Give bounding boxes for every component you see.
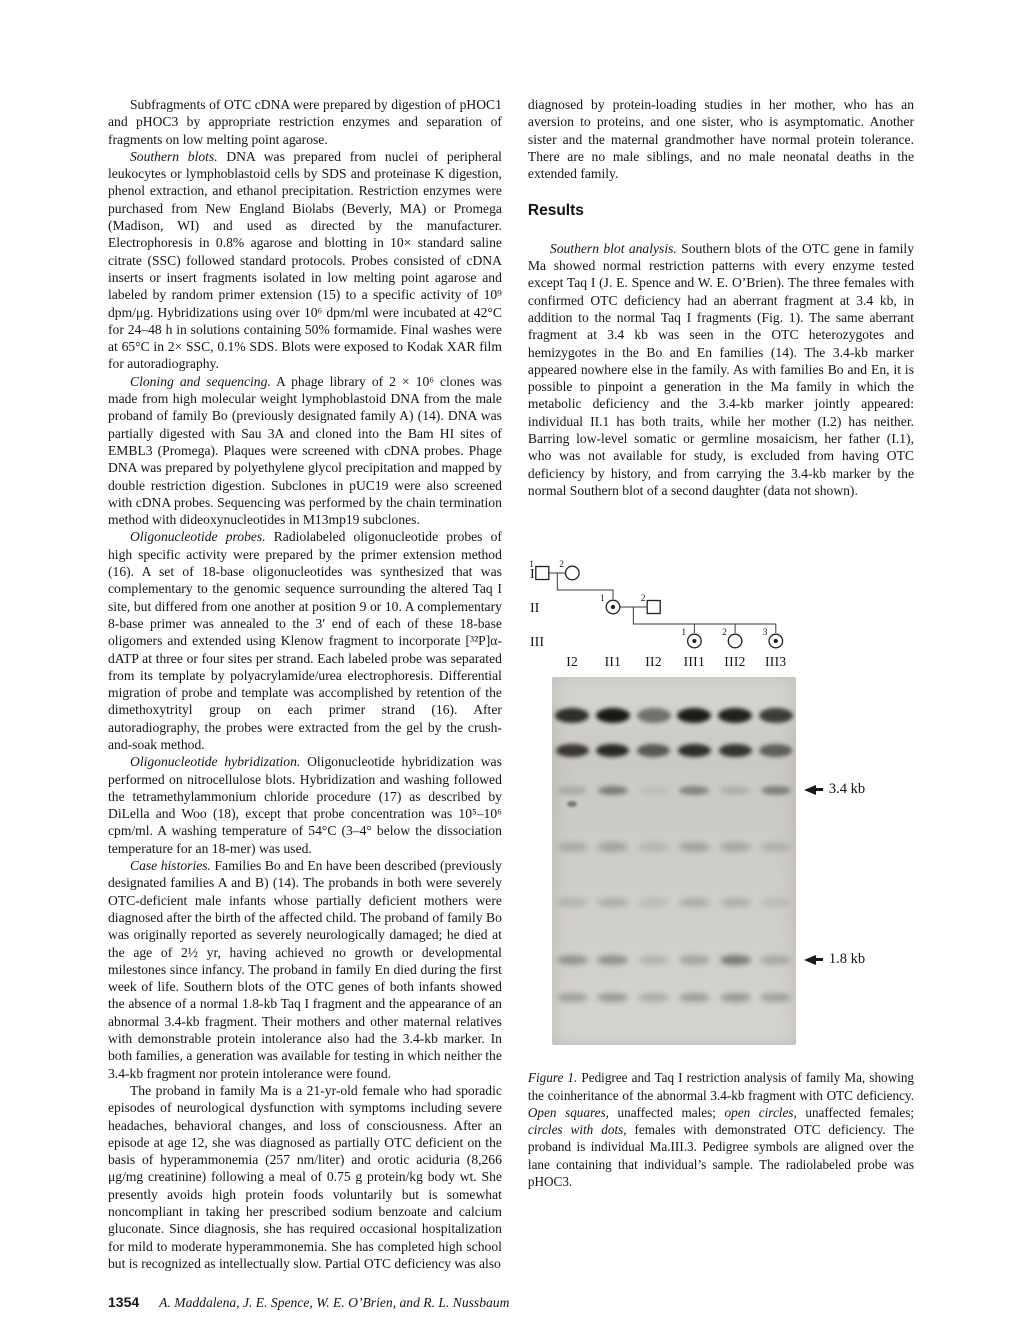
- marker-label: 3.4 kb: [828, 781, 866, 798]
- gel-band: [720, 993, 751, 1002]
- page: [108, 96, 914, 1320]
- gel-band: [637, 744, 670, 757]
- gel-band: [718, 708, 752, 723]
- svg-text:1: 1: [681, 628, 687, 639]
- paragraph-continuation: [528, 96, 914, 182]
- paragraph-proband-ma: [108, 1082, 502, 1272]
- gel-band: [759, 708, 793, 723]
- gel-band: [760, 898, 791, 907]
- paragraph-cloning-sequencing: [108, 373, 502, 529]
- two-column-layout: [108, 96, 914, 1272]
- running-authors: A. Maddalena, J. E. Spence, W. E. O’Brien, and R. L. Nussbaum: [159, 1295, 510, 1310]
- paragraph-oligonucleotide-probes: [108, 528, 502, 753]
- paragraph-text: diagnosed by protein-loading studies in her mother, who has an aversion to proteins, and one sister, who is asymptomatic. Another sister and the maternal grandmother have normal protein tolerance. There are no male siblings, and no male neonatal deaths in the extended family.: [527, 97, 914, 182]
- paragraph-text: DNA was prepared from nuclei of peripheral leukocytes or lymphoblastoid cells by SDS and proteinase K digestion, phenol extraction, and ethanol precipitation. Restriction enzymes were purchased from New England Biolabs (Beverly, MA) or Promega (Madison, WI) and used as directed by the manufacturer. Electrophoresis in 0.8% agarose and blotting in 10× standard saline citrate (SSC) followed standard protocols. Probes consisted of cDNA inserts or insert fragments isolated in low melting point agarose and labeled by random primer extension (15) to a specific activity of 10⁹ dpm/μg. Hybridizations using over 10⁶ dpm/ml were incubated at 42°C for 24–48 h in solutions containing 50% formamide. Final washes were at 65°C in 2× SSC, 0.1% SDS. Blots were exposed to Kodak XAR film for autoradiography.: [108, 148, 502, 372]
- paragraph-text: The proband in family Ma is a 21-yr-old female who had sporadic episodes of neurological dysfunction with symptoms including severe headaches, behavioral changes, and loss of consciousness. After an episode at age 12, she was diagnosed as partially OTC deficient on the basis of hyperammonemia (257 nm/liter) and orotic aciduria (8,266 μg/mg creatinine) following a meal of 0.75 g protein/kg body wt. She presently avoids high protein foods voluntarily but is somewhat noncompliant in taking her prescribed sodium benzoate and calcium gluconate. Since diagnosis, she has required occasional hospitalization for mild to moderate hyperammonemia. She has completed high school but is recognized as intellectually slow. Partial OTC deficiency was also: [108, 1082, 502, 1271]
- paragraph-lead: Oligonucleotide probes.: [130, 529, 266, 545]
- paragraph-text: Subfragments of OTC cDNA were prepared by digestion of pHOC1 and pHOC3 by appropriate restriction enzymes and separation of fragments on low melting point agarose.: [108, 97, 502, 147]
- gel-band: [597, 898, 628, 907]
- gel-band: [597, 993, 628, 1002]
- left-column: [108, 96, 502, 1272]
- pedigree-individual-III-1-circle-dot-icon: [681, 628, 701, 648]
- paragraph-southern-blots: [108, 148, 502, 373]
- gel-band: [638, 955, 669, 965]
- gel-band: [679, 955, 710, 965]
- svg-text:2: 2: [559, 560, 564, 571]
- paragraph-subfragments: [108, 96, 502, 148]
- gel-band: [557, 898, 588, 907]
- paragraph-text: A phage library of 2 × 10⁶ clones was made from high molecular weight lymphoblastoid DNA from the male proband of family Bo (previously designated family A) (14). DNA was partially digested with Sau 3A and cloned into the Bam HI sites of EMBL3 (Promega). Plaques were screened with cDNA probes. Phage DNA was prepared by polyethylene glycol precipitation and mapped by double restriction digestion. Subclones in pUC19 were also screened with cDNA probes. Sequencing was performed by the chain termination method with dideoxynucleotides in M13mp19 subclones.: [108, 373, 502, 528]
- pedigree-diagram: [528, 557, 818, 649]
- size-marker-1.8kb: [804, 951, 865, 968]
- gel-band: [679, 898, 710, 907]
- gel-band: [597, 842, 628, 852]
- gel-band: [596, 708, 630, 723]
- page-number: 1354: [108, 1294, 140, 1310]
- svg-text:1: 1: [599, 594, 605, 605]
- paragraph-southern-blot-analysis: [528, 240, 914, 499]
- gel-band: [720, 786, 750, 795]
- gel-band: [719, 744, 752, 757]
- paragraph-oligonucleotide-hybridization: [108, 753, 502, 857]
- gel-band: [638, 993, 669, 1002]
- lane-label-II1: II1: [604, 654, 622, 670]
- generation-label-II: II: [529, 601, 540, 617]
- gel-band: [760, 842, 791, 852]
- figure-1: [528, 557, 914, 1053]
- gel-band: [720, 842, 751, 852]
- gel-band: [760, 993, 791, 1002]
- page-footer: [108, 1294, 509, 1312]
- pedigree-individual-I-2-circle-icon: [559, 560, 579, 580]
- gel-band: [556, 744, 589, 757]
- figure-caption: Figure 1. Pedigree and Taq I restriction analysis of family Ma, showing the coinheritance of the abnormal 3.4-kb fragment with OTC deficiency. Open squares, unaffected males; open circles, unaffected females; circles with dots, females with demonstrated OTC deficiency. The proband is individual Ma.III.3. Pedigree symbols are aligned over the lane containing that individual’s sample. The radiolabeled probe was pHOC3.: [527, 1070, 915, 1190]
- gel-band: [679, 842, 710, 852]
- gel-band: [638, 842, 669, 852]
- lane-label-III3: III3: [764, 654, 787, 670]
- marker-label: 1.8 kb: [828, 951, 866, 968]
- paragraph-lead: Case histories.: [130, 858, 211, 874]
- left-arrow-icon: [804, 785, 823, 795]
- gel-band: [678, 744, 711, 757]
- gel-band: [639, 786, 669, 795]
- svg-text:3: 3: [762, 628, 768, 639]
- generation-label-I: I: [529, 567, 535, 583]
- gel-band: [637, 708, 671, 723]
- paragraph-lead: Southern blot analysis.: [549, 240, 677, 256]
- gel-band: [597, 955, 628, 965]
- gel-band: [720, 955, 751, 965]
- gel-band: [598, 786, 628, 795]
- gel-band: [555, 708, 589, 723]
- gel-band: [677, 708, 711, 723]
- pedigree-individual-III-2-circle-icon: [722, 628, 742, 648]
- gel-band: [557, 993, 588, 1002]
- paragraph-text: Southern blots of the OTC gene in family Ma showed normal restriction patterns with every enzyme tested except Taq I (J. E. Spence and W. E. O’Brien). The three females with confirmed OTC deficiency had an aberrant fragment at 3.4 kb, in addition to the normal Taq I fragments (Fig. 1). The same aberrant fragment at 3.4 kb was seen in the OTC heterozygotes and hemizygotes in the Bo and En families (14). The 3.4-kb marker appeared nowhere else in the family. As with families Bo and En, it is possible to pinpoint a generation in the Ma family in which the metabolic deficiency and the 3.4-kb marker jointly appeared: individual II.1 has both traits, while her mother (I.2) has neither. Barring low-level somatic or germline mosaicism, her father (I.1), who was not available for study, is excluded from having OTC deficiency by history, and from carrying the 3.4-kb marker by the normal Southern blot of a second daughter (data not shown).: [527, 240, 914, 498]
- pedigree-individual-II-2-square-icon: [641, 594, 661, 614]
- gel-band: [557, 842, 588, 852]
- lane-label-I2: I2: [566, 654, 579, 670]
- left-arrow-icon: [804, 955, 823, 965]
- lane-label-III2: III2: [724, 654, 746, 670]
- gel-band: [638, 898, 669, 907]
- paragraph-case-histories: [108, 857, 502, 1082]
- gel-band: [679, 786, 709, 795]
- results-heading: Results: [527, 202, 584, 220]
- gel-lane-labels: [528, 653, 818, 673]
- paragraph-text: Families Bo and En have been described (previously designated families A and B) (14). The probands in both were severely OTC-deficient male infants whose partially deficient mothers were diagnosed after the birth of the affected child. The proband of family Bo was originally reported as severely neurologically damaged; he died at the age of 2½ yr, having achieved no growth or developmental milestones since infancy. The proband in family En died during the first week of life. Southern blots of the OTC genes of both infants showed the absence of a normal 1.8-kb Taq I fragment and the appearance of an abnormal 3.4-kb fragment. Their mothers and other maternal relatives with demonstrable protein intolerance also had the 3.4-kb marker. In both families, a generation was available for testing in which neither the 3.4-kb fragment nor protein intolerance were found.: [108, 858, 502, 1081]
- paragraph-lead: Oligonucleotide hybridization.: [130, 754, 301, 770]
- lane-label-III1: III1: [683, 654, 706, 670]
- gel-band: [557, 955, 588, 965]
- svg-text:1: 1: [529, 560, 534, 571]
- gel-band: [759, 744, 792, 757]
- paragraph-lead: Cloning and sequencing.: [130, 373, 271, 389]
- gel-band: [596, 744, 629, 757]
- gel-band: [720, 898, 751, 907]
- pedigree-individual-III-3-circle-dot-icon: [763, 628, 783, 648]
- gel-band: [761, 786, 791, 795]
- size-marker-3.4kb: [804, 781, 865, 798]
- paragraph-text: Radiolabeled oligonucleotide probes of high specific activity were prepared by the primer extension method (16). A set of 18-base oligonucleotides was synthesized that was complementary to the genomic sequence surrounding the altered Taq I site, but differed from one another at position 9 or 10. A complementary 8-base primer was annealed to the 3′ end of each of these 18-base oligomers and extended using Klenow fragment to incorporate [³²P]α-dATP at three or four sites per strand. Each labeled probe was separated from its template by polyacrylamide/urea electrophoresis. Differential migration of probe and template was accomplished by retention of the dimethoxytrityl group on each primer strand (16). After autoradiography, the probes were extracted from the gel by the crush-and-soak method.: [108, 529, 502, 752]
- svg-text:2: 2: [722, 628, 727, 639]
- southern-blot-gel: [552, 677, 796, 1045]
- pedigree-individual-II-1-circle-dot-icon: [600, 594, 620, 614]
- generation-label-III: III: [529, 635, 544, 651]
- gel-band: [679, 993, 710, 1002]
- paragraph-lead: Southern blots.: [130, 148, 218, 164]
- lane-label-II2: II2: [645, 654, 662, 670]
- right-column: [528, 96, 914, 1272]
- svg-text:2: 2: [640, 594, 646, 605]
- gel-band: [557, 786, 587, 795]
- gel-band: [760, 955, 791, 965]
- paragraph-text: Oligonucleotide hybridization was performed on nitrocellulose blots. Hybridization and washing followed the tetramethylammonium chloride procedure (17) as described by DiLella and Woo (18), except that probe concentration was 10⁵–10⁶ cpm/ml. A washing temperature of 54°C (3–4° below the dissociation temperature for an 18-mer) was used.: [108, 754, 502, 856]
- gel-band: [567, 801, 577, 807]
